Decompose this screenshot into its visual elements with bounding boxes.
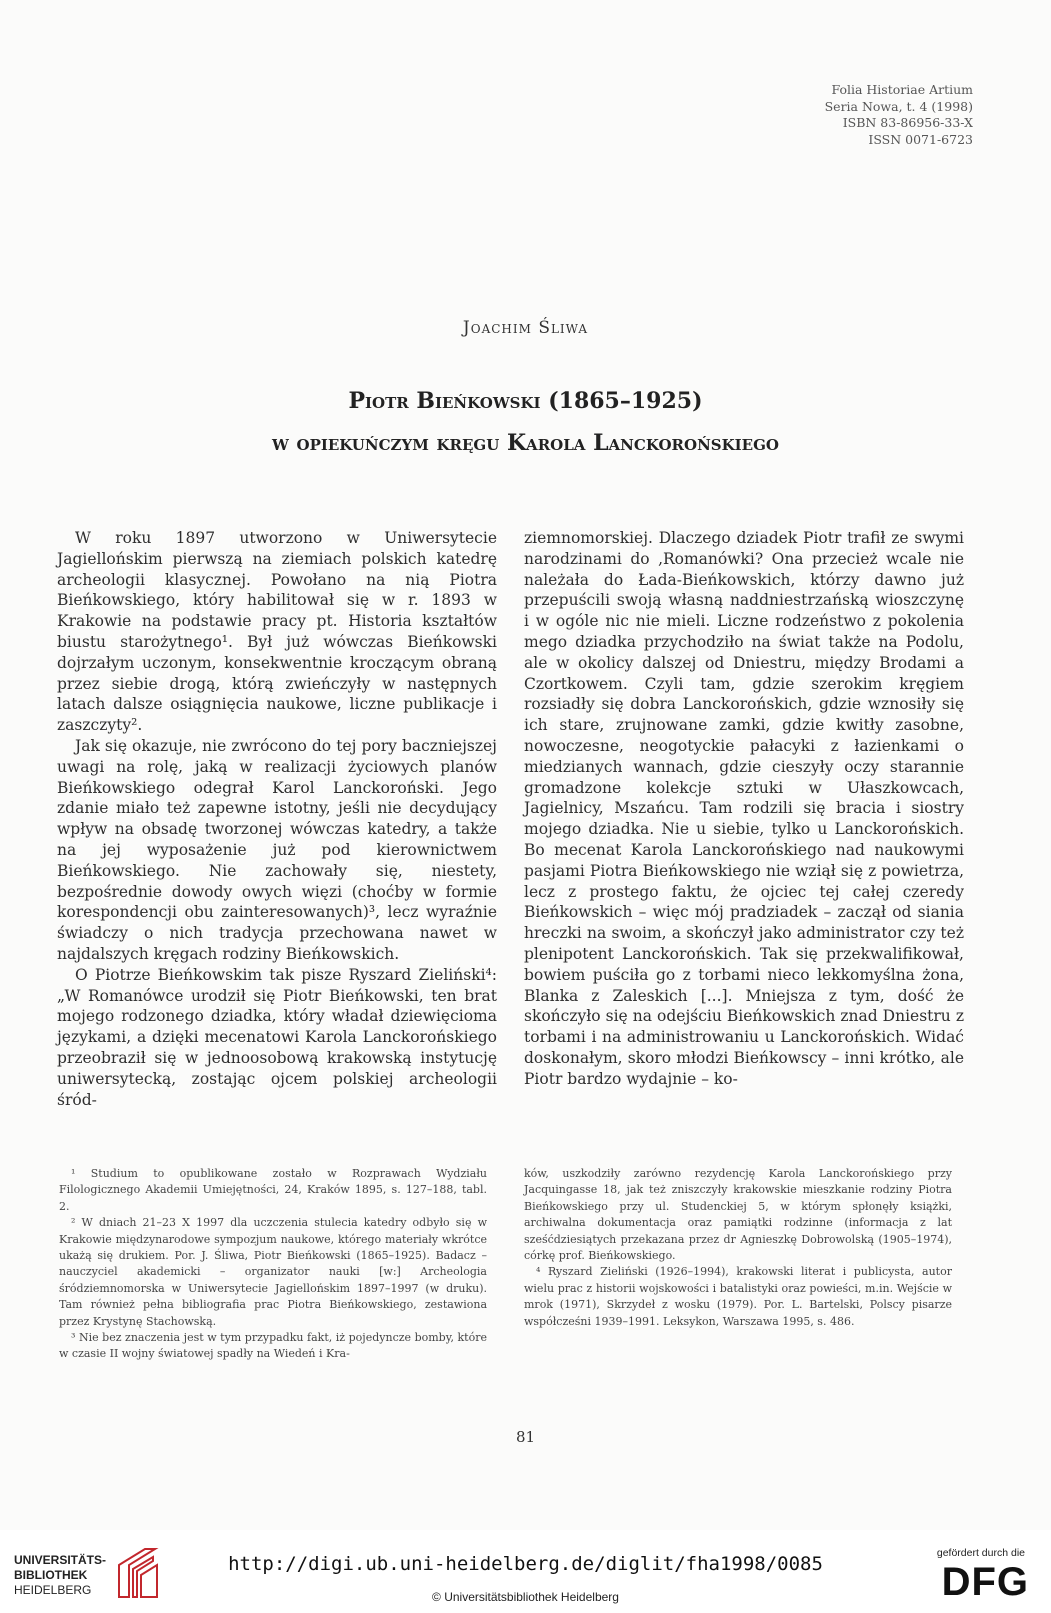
library-name-line: UNIVERSITÄTS- [14,1553,107,1567]
paragraph: Jak się okazuje, nie zwrócono do tej pory baczniejszej uwagi na rolę, jaką w realizacji życiowych planów Bieńkowskiego odegrał Karol Lanckoroński. Jego zdanie miało też zapewne istotny, jeśli nie decydujący wpływ na obsadę tworzonej wówczas katedry, a także na jej wyposażenie już pod kierownictwem Bieńkowskiego. Nie zachowały się, niestety, bezpośrednie dowody owych więzi (choćby w formie korespondencji obu zainteresowanych)³, lecz wyraźnie świadczy o nich tradycja przechowana nawet w najdalszych kręgach rodziny Bieńkowskich. [57,736,497,963]
copyright-notice: © Universitätsbibliothek Heidelberg [432,1590,619,1604]
body-column-left [57,528,497,1110]
page-number: 81 [515,1428,536,1446]
footnote: ² W dniach 21–23 X 1997 dla uczczenia stulecia katedry odbyło się w Krakowie międzynarodowe sympozjum naukowe, którego materiały wkrótce ukażą się drukiem. Por. J. Śliwa, Piotr Bieńkowski (1865–1925). Badacz – nauczyciel akademicki – organizator nauki [w:] Archeologia śródziemnomorska w Uniwersytecie Jagiellońskim 1897–1997 (w druku). Tam również pełna bibliografia prac Piotra Bieńkowskiego, zestawiona przez Krystynę Stachowską. [59,1216,487,1328]
article-title-line-1: Piotr Bieńkowski (1865–1925) [348,388,703,414]
footnotes-right [524,1166,952,1330]
paragraph: O Piotrze Bieńkowskim tak pisze Ryszard Zieliński⁴: „W Romanówce urodził się Piotr Bieńkowski, ten brat mojego rodzonego dziadka, który władał dziewięcioma językami, a dzięki mecenatowi Karola Lanckorońskiego przeobraził się w jednoosobową krakowską instytucję uniwersytecką, zostając ojcem polskiej archeologii śród- [57,965,497,1109]
paragraph: ziemnomorskiej. Dlaczego dziadek Piotr trafił ze swymi narodzinami do ‚Romanówki? Ona przecież wcale nie należała do Łada-Bieńkowskich, którzy dawno już przepuścili swoją własną naddniestrzańską wioszczynę i w ogóle nic nie mieli. Liczne rodzeństwo z pokolenia mego dziadka przychodziło na świat także na Podolu, ale w okolicy dalszej od Dniestru, między Brodami a Czortkowem. Czyli tam, gdzie szerokim kręgiem rozsiadły się dobra Lanckorońskich, gdzie wznosiły się ich stare, zrujnowane zamki, gdzie kwitły zasobne, nowoczesne, neogotyckie pałacyki z łazienkami o miedzianych wannach, gdzie cieszyły oczy starannie gromadzone kolekcje sztuki w Ułaszkowcach, Jagielnicy, Mszańcu. Tam rodzili się bracia i siostry mojego dziadka. Nie u siebie, tylko u Lanckorońskich. Bo mecenat Karola Lanckorońskiego nad naukowymi pasjami Piotra Bieńkowskiego nie wziął się z powietrza, lecz z prostego faktu, że ojciec tej całej czeredy Bieńkowskich – więc mój pradziadek – zaczął od siania hreczki na swoim, a skończył jako administrator czy też plenipotent Lanckorońskich. Tak się przekwalifikował, bowiem puściła go z torbami nieco lekkomyślna żona, Blanka z Zaleskich [...]. Mniejsza z tym, dość że skończyło się na odejściu Bieńkowskich znad Dniestru z torbami i na administrowaniu u Lanckorońskich. Widać doskonałym, skoro młodzi Bieńkowscy – inni krótko, ale Piotr bardzo wydajnie – ko- [524,529,964,1088]
paragraph: W roku 1897 utworzono w Uniwersytecie Jagiellońskim pierwszą na ziemiach polskich katedrę archeologii klasycznej. Powołano na nią Piotra Bieńkowskiego, który habilitował się w r. 1893 w Krakowie na podstawie pracy pt. Historia kształtów biustu starożytnego¹. Był już wówczas Bieńkowski dojrzałym uczonym, konsekwentnie kroczącym obraną przez siebie drogą, którą zwieńczyły w następnych latach dalsze osiągnięcia naukowe, liczne publikacje i zaszczyty². [57,529,497,735]
library-name-line: BIBLIOTHEK [14,1568,88,1582]
footnote: ⁴ Ryszard Zieliński (1926–1994), krakowski literat i publicysta, autor wielu prac z historii wojskowości i batalistyki oraz powieści, m.in. Wejście w mrok (1971), Skrzydeł z wosku (1979). Por. L. Bartelski, Polscy pisarze współcześni 1939–1991. Leksykon, Warszawa 1995, s. 486. [524,1265,952,1328]
footnote: ¹ Studium to opublikowane zostało w Rozprawach Wydziału Filologicznego Akademii Umiejętności, 24, Kraków 1895, s. 127–188, tabl. 2. [59,1167,487,1213]
series-volume: Seria Nowa, t. 4 (1998) [824,98,973,114]
dfg-logo: DFG [941,1560,1029,1604]
footnotes-left [59,1166,487,1363]
footnote: ³ Nie bez znaczenia jest w tym przypadku fakt, iż pojedyncze bomby, które w czasie II wojny światowej spadły na Wiedeń i Kra- [59,1331,487,1361]
library-name-line: HEIDELBERG [14,1583,92,1597]
journal-name: Folia Historiae Artium [831,82,973,97]
article-author: Joachim Śliwa [462,318,589,338]
permalink[interactable]: http://digi.ub.uni-heidelberg.de/diglit/fha1998/0085 [228,1553,823,1575]
issn: ISSN 0071-6723 [868,131,973,147]
dfg-caption: gefördert durch die [936,1547,1025,1559]
publication-metadata [825,82,973,148]
article-title-line-2: w opiekuńczym kręgu Karola Lanckorońskiego [272,430,779,456]
isbn: ISBN 83-86956-33-X [842,115,973,130]
body-column-right [524,528,964,1090]
footnote: ków, uszkodziły zarówno rezydencję Karola Lanckorońskiego przy Jacquingasse 18, jak też zniszczyły krakowskie mieszkanie rodziny Piotra Bieńkowskiego przy ul. Studenckiej 5, w którym spłonęły książki, archiwalna dokumentacja oraz pamiątki rodzinne (informacja z lat sześćdziesiątych przekazana przez dr Agnieszkę Dobrowolską (1905–1974), córkę prof. Bieńkowskiego. [524,1167,952,1263]
